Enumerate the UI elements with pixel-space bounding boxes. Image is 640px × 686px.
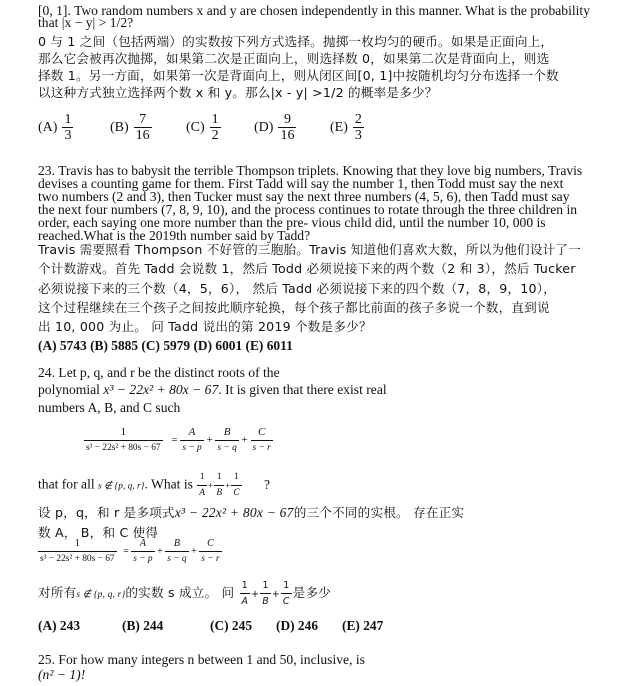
q23-chinese-line-1: Travis 需要照看 Thompson 不好管的三胞胎。Travis 知道他们喜欢大数，所以为他们设计了一 bbox=[38, 242, 582, 257]
q24-chinese-line-2: 数 A， B，和 C 使得 bbox=[38, 525, 159, 540]
q22-chinese-line-3: 择数 1。另一方面，如果第一次是背面向上，则从闭区间[0, 1]中按随机均匀分布选择一个数 bbox=[38, 68, 559, 83]
q24-chinese-line-3: 对所有s ∉ {p, q, r}的实数 s 成立。 问 $\frac{1}{A}$ + $\frac{1}{B}$ + $\frac{1}{C}$ 是多少 bbox=[38, 580, 332, 607]
q25-english-line-2: (n² − 1)! bbox=[38, 667, 86, 682]
q24-answer-e: (E) 247 bbox=[342, 618, 384, 633]
q24-english-line-2: polynomial x³ − 22x² + 80x − 67. It is given that there exist real bbox=[38, 382, 387, 397]
q24-english-line-3: numbers A, B, and C such bbox=[38, 400, 181, 415]
q22-choice-a: (A) $\frac{1}{3}$ bbox=[38, 112, 72, 143]
q22-choice-d: (D) $\frac{9}{16}$ bbox=[254, 112, 295, 143]
q24-answer-a: (A) 243 bbox=[38, 618, 81, 633]
q22-chinese-line-4: 以这种方式独立选择两个数 x 和 y。那么|x - y| >1/2 的概率是多少？ bbox=[38, 85, 438, 100]
q23-chinese-line-3: 必须说接下来的三个数（4，5，6）， 然后 Tadd 必须说接下来的四个数（7，8，9，10）， bbox=[38, 281, 557, 296]
q24-english-line-1: 24. Let p, q, and r be the distinct roots of the bbox=[38, 365, 280, 380]
q24-answer-c: (C) 245 bbox=[210, 618, 253, 633]
q22-answer-choices bbox=[38, 112, 638, 148]
q24-answer-d: (D) 246 bbox=[276, 618, 319, 633]
q24-polynomial: x³ − 22x² + 80x − 67 bbox=[103, 382, 219, 397]
q24-chinese-equation: $\frac{1}{\text{s³ − 22s² + 80s − 67}}$ = $\frac{A}{s - p}$ + $\frac{B}{s - q}$ + $\frac{C}{s - r}$ bbox=[40, 538, 220, 564]
q22-english-line-2: that |x − y| > 1/2? bbox=[38, 15, 134, 30]
q23-chinese-line-4: 这个过程继续在三个孩子之间按此顺序轮换，每个孩子都比前面的孩子多说一个数，直到说 bbox=[38, 300, 550, 315]
q24-answer-b: (B) 244 bbox=[122, 618, 164, 633]
q22-choice-b: (B) $\frac{7}{16}$ bbox=[110, 112, 150, 143]
q24-chinese-line-1: 设 p，q，和 r 是多项式x³ − 22x² + 80x − 67的三个不同的实根。 存在正实 bbox=[38, 505, 465, 520]
q22-choice-c: (C) $\frac{1}{2}$ bbox=[186, 112, 219, 143]
q22-choice-e: (E) $\frac{2}{3}$ bbox=[330, 112, 362, 143]
q23-english-line-6: reached.What is the 2019th number said by Tadd? bbox=[38, 228, 311, 243]
q23-chinese-line-5: 出 10, 000 为止。 问 Tadd 说出的第 2019 个数是多少？ bbox=[38, 319, 372, 334]
q24-condition-line: that for all s ∉ {p, q, r}. What is $\frac{1}{A}$ + $\frac{1}{B}$ + $\frac{1}{C}$ ? bbox=[38, 472, 271, 498]
q25-english-line-1: 25. For how many integers n between 1 and 50, inclusive, is bbox=[38, 652, 365, 667]
q24-partial-fraction-equation: $\frac{1}{\text{s³ − 22s² + 80s − 67}}$ = $\frac{A}{s - p}$ + $\frac{B}{s - q}$ + $\frac{C}{s - r}$ bbox=[86, 426, 271, 453]
q23-english-line-3: two numbers (2 and 3), then Tucker must say the next three numbers (4, 5, 6), then Tadd must say bbox=[38, 189, 570, 204]
q23-english-line-5: order, each saying one more number than the pre- vious child did, until the number 10, 000 is bbox=[38, 215, 546, 230]
q23-answer-choices: (A) 5743 (B) 5885 (C) 5979 (D) 6001 (E) 6011 bbox=[38, 338, 293, 353]
q22-english-line-1: [0, 1]. Two random numbers x and y are chosen independently in this manner. What is the probability bbox=[38, 3, 590, 18]
q23-english-line-1: 23. Travis has to babysit the terrible Thompson triplets. Knowing that they love big numbers, Travis bbox=[38, 163, 583, 178]
q23-english-line-2: devises a counting game for them. First Tadd will say the number 1, then Todd must say the next bbox=[38, 176, 564, 191]
q22-chinese-line-1: 0 与 1 之间（包括两端）的实数按下列方式选择。抛掷一枚均匀的硬币。如果是正面向上， bbox=[38, 34, 554, 49]
q23-chinese-line-2: 个计数游戏。首先 Tadd 会说数 1，然后 Todd 必须说接下来的两个数（2 和 3），然后 Tucker bbox=[38, 261, 576, 276]
q22-chinese-line-2: 那么它会被再次抛掷，如果第二次是正面向上，则选择数 0，如果第二次是背面向上，则选 bbox=[38, 51, 550, 66]
q23-english-line-4: the next four numbers (7, 8, 9, 10), and the process continues to rotate through the three children in bbox=[38, 202, 578, 217]
